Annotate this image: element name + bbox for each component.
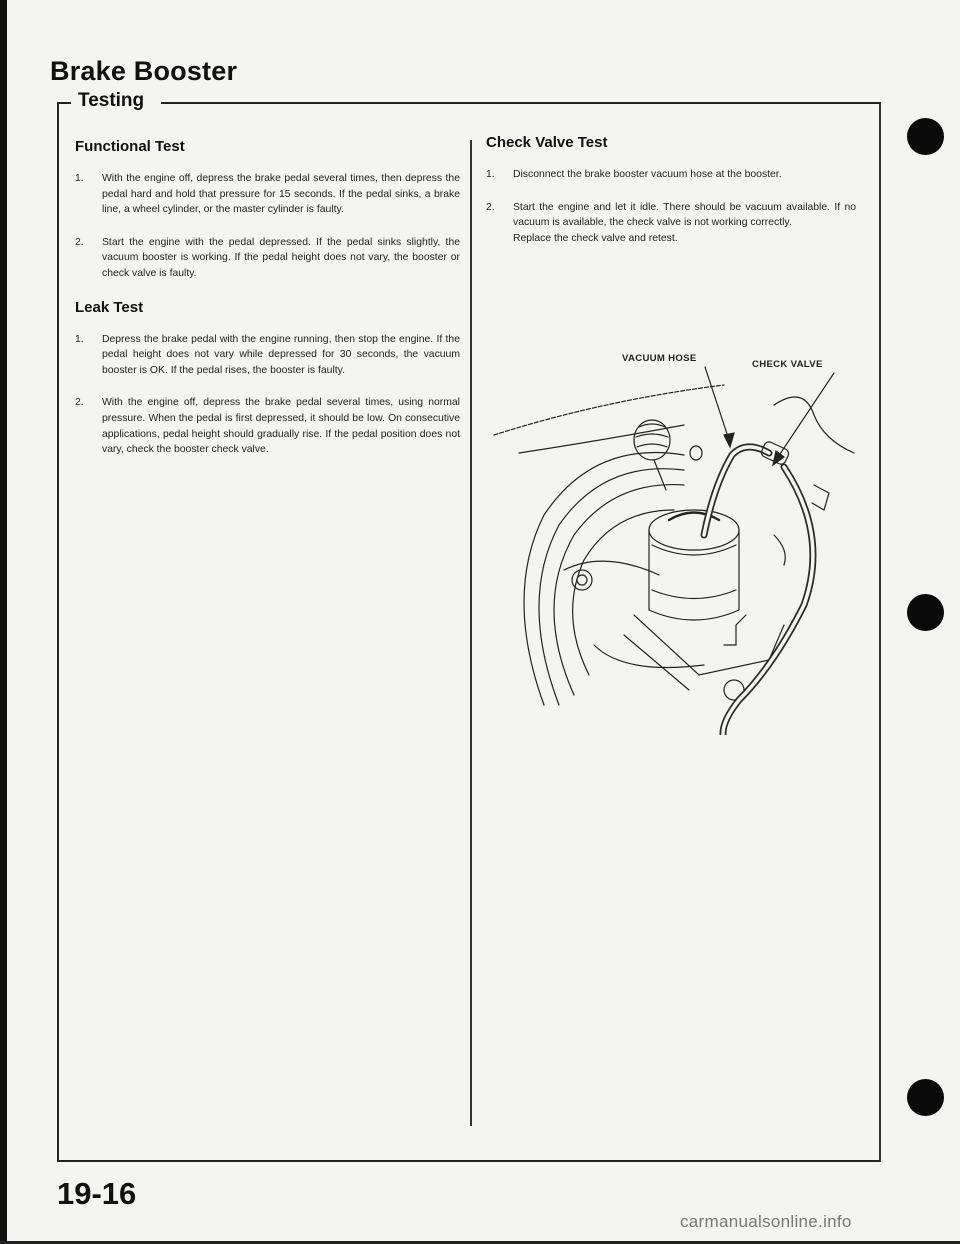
- leak-test-heading: Leak Test: [75, 298, 144, 316]
- column-divider: [470, 140, 472, 1126]
- step-item: [486, 167, 856, 183]
- step-number: 1.: [486, 169, 495, 180]
- check-valve-test-steps: [486, 167, 856, 246]
- frame-top-rule-right: [161, 102, 881, 104]
- left-column: [75, 138, 460, 475]
- frame-top-rule-left: [57, 102, 71, 104]
- page-number: 19-16: [57, 1176, 137, 1211]
- callout-check-valve: CHECK VALVE: [752, 359, 823, 370]
- step-number: 2.: [75, 397, 84, 409]
- watermark: carmanualsonline.info: [680, 1212, 852, 1231]
- step-number: 2.: [486, 201, 495, 213]
- step-number: 1.: [75, 333, 84, 345]
- step-text: Start the engine with the pedal depressed. If the pedal sinks slightly, the vacuum booster is working. If the pedal height does not vary, the booster or check valve is faulty.: [102, 236, 460, 279]
- step-number: 2.: [75, 236, 84, 248]
- leak-test-steps: [75, 332, 460, 458]
- booster-illustration: [484, 345, 874, 735]
- page-title: Brake Booster: [50, 56, 238, 86]
- step-text: Depress the brake pedal with the engine running, then stop the engine. If the pedal height does not vary while depressed for 30 seconds, the vacuum booster is OK. If the pedal rises, the booster is faulty.: [102, 333, 460, 376]
- step-text: Disconnect the brake booster vacuum hose at the booster.: [513, 169, 782, 180]
- right-column: [486, 134, 856, 263]
- step-text: Start the engine and let it idle. There should be vacuum available. If no vacuum is available, the check valve is not working correctly.: [513, 201, 856, 229]
- binding-dot-icon: [907, 118, 944, 155]
- binding-dot-icon: [907, 1079, 944, 1116]
- step-item: [75, 171, 460, 218]
- step-item: [75, 332, 460, 379]
- step-note: Replace the check valve and retest.: [513, 232, 678, 244]
- step-item: [486, 200, 856, 247]
- step-item: [75, 235, 460, 282]
- step-text: With the engine off, depress the brake pedal several times, then depress the pedal hard and hold that pressure for 15 seconds. If the pedal sinks, a brake line, a wheel cylinder, or the master cylinder is faulty.: [102, 173, 460, 216]
- step-number: 1.: [75, 173, 84, 184]
- functional-test-heading: Functional Test: [75, 138, 185, 155]
- step-text: With the engine off, depress the brake pedal several times, using normal pressure. When the pedal is first depressed, it should be low. On consecutive applications, pedal height should gradually rise. If the pedal position does not vary, check the booster check valve.: [102, 397, 460, 456]
- check-valve-test-heading: Check Valve Test: [486, 134, 608, 151]
- scan-edge-left: [0, 0, 7, 1244]
- brake-booster-diagram: [484, 345, 874, 735]
- section-label: Testing: [78, 90, 145, 111]
- binding-dot-icon: [907, 594, 944, 631]
- functional-test-steps: [75, 171, 460, 282]
- step-item: [75, 395, 460, 457]
- callout-vacuum-hose: VACUUM HOSE: [622, 353, 697, 364]
